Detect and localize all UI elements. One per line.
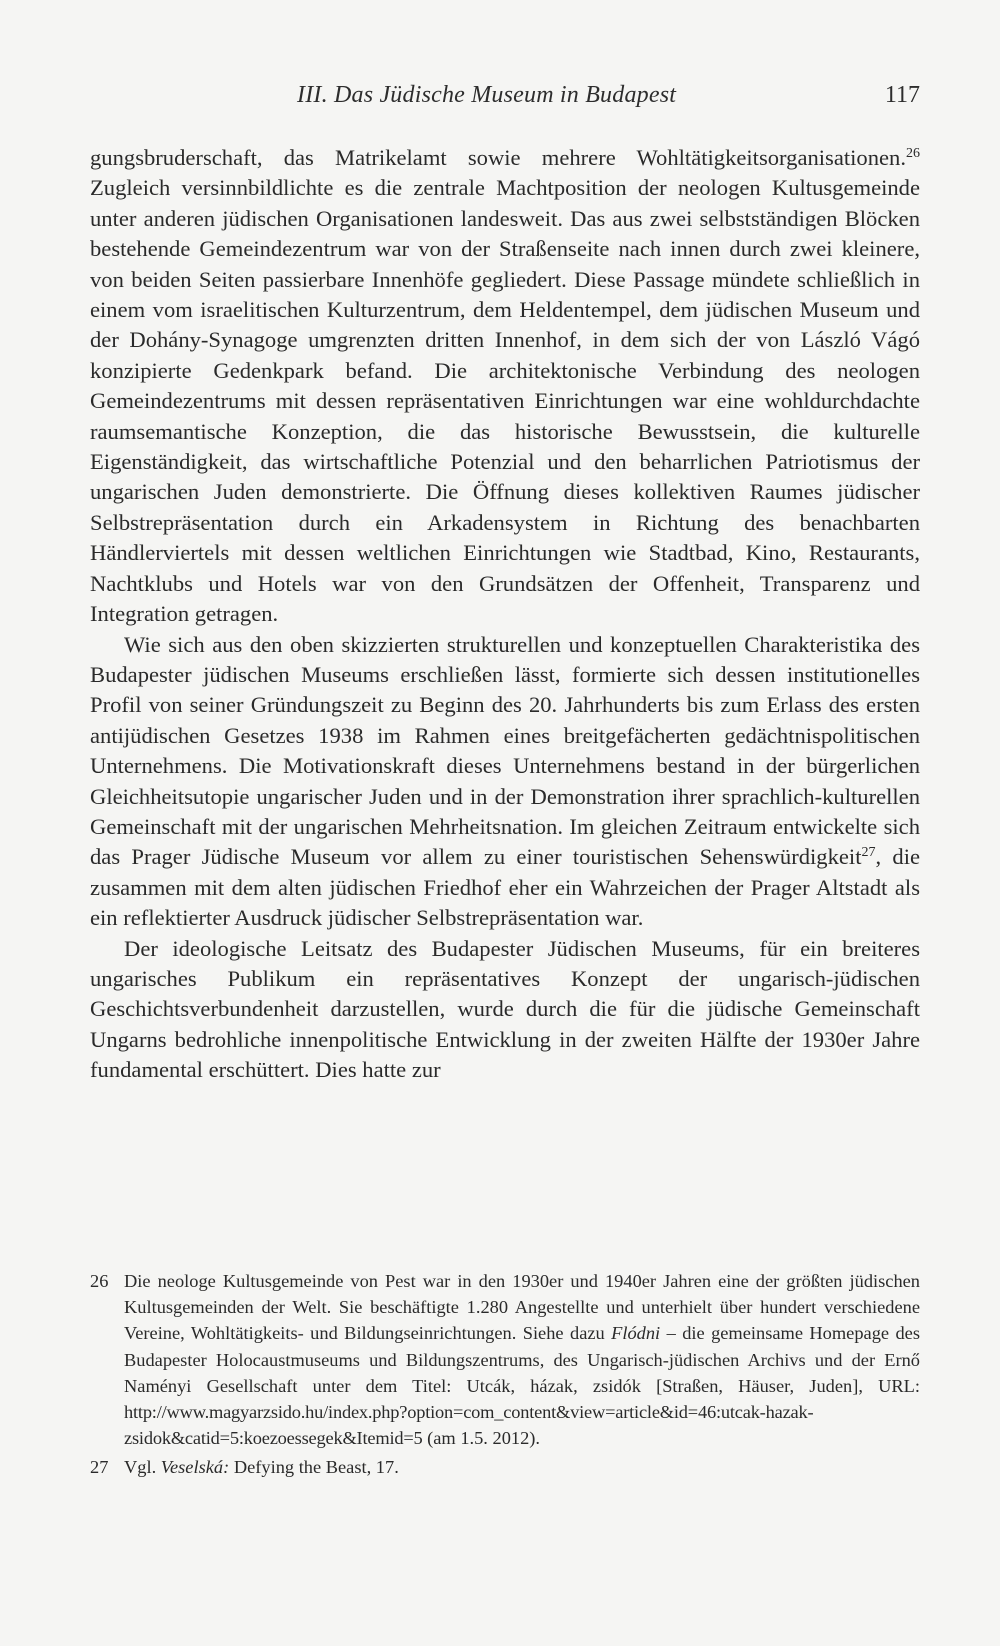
footnote-text: Defying the Beast, 17. — [229, 1457, 399, 1478]
footnote-text: (am 1.5. 2012). — [422, 1428, 541, 1449]
footnote-italic-author: Veselská: — [160, 1457, 230, 1478]
body-text — [90, 143, 920, 1086]
footnote-url[interactable]: http://www.magyarzsido.hu/index.php?option=com_content&view=article&id=46:utcak-hazak-zsidok&catid=5:koezoessegek&Itemid=5 — [124, 1402, 814, 1449]
footnote-27 — [90, 1454, 920, 1480]
footnote-number: 26 — [90, 1271, 109, 1291]
footnote-ref-27: 27 — [861, 845, 876, 861]
page-number: 117 — [884, 82, 920, 108]
footnotes — [90, 1268, 920, 1484]
paragraph-3: Der ideologische Leitsatz des Budapester Jüdischen Museums, für ein breiteres ungarisches Publikum ein repräsentatives Konzept der ungarisch-jüdischen Geschichtsverbundenheit darzustellen, wurde durch die für die jüdische Gemeinschaft Ungarns bedrohliche innenpolitische Entwicklung in der zweiten Hälfte der 1930er Jahre fundamental erschüttert. Dies hatte zur — [90, 935, 920, 1083]
running-head — [90, 82, 920, 122]
paragraph-2 — [90, 630, 920, 934]
footnote-text: Die neologe Kultusgemeinde von Pest war in den 1930er und 1940er Jahren eine der größten jüdischen Kultusgemeinden der Welt. Sie beschäftigte 1.280 Angestellte und unterhielt über hundert verschiedene Vereine, Wohltätigkeits- und Bildungseinrichtungen. Siehe dazu — [124, 1271, 920, 1344]
footnote-26 — [90, 1268, 920, 1451]
paragraph-1 — [90, 143, 920, 630]
footnote-ref-26: 26 — [906, 146, 920, 161]
paragraph-1-text-b: Zugleich versinnbildlichte es die zentrale Machtposition der neologen Kultusgemeinde unter anderen jüdischen Organisationen landesweit. Das aus zwei selbstständigen Blöcken bestehende Gemeindezentrum war von der Straßenseite nach innen durch zwei kleinere, von beiden Seiten passierbare Innenhöfe gegliedert. Diese Passage mündete schließlich in einem vom israelitischen Kulturzentrum, dem Heldentempel, dem jüdischen Museum und der Dohány-Synagoge umgrenzten dritten Innenhof, in dem sich der von László Vágó konzipierte Gedenkpark befand. Die architektonische Verbindung des neologen Gemeindezentrums mit dessen repräsentativen Einrichtungen war eine wohldurchdachte raumsemantische Konzeption, die das historische Bewusstsein, die kulturelle Eigenständigkeit, das wirtschaftliche Potenzial und den beharrlichen Patriotismus der ungarischen Juden demonstrierte. Die Öffnung dieses kollektiven Raumes jüdischer Selbstrepräsentation durch ein Arkadensystem in Richtung des benachbarten Händlerviertels mit dessen weltlichen Einrichtungen wie Stadtbad, Kino, Restaurants, Nachtklubs und Hotels war von den Grundsätzen der Offenheit, Transparenz und Integration getragen. — [90, 175, 920, 627]
paragraph-2-text-a: Wie sich aus den oben skizzierten strukturellen und konzeptuellen Charakteristika des Budapester jüdischen Museums erschließen lässt, formierte sich dessen institutionelles Profil von seiner Gründungszeit zu Beginn des 20. Jahrhunderts bis zum Erlass des ersten antijüdischen Gesetzes 1938 im Rahmen eines breitgefächerten gedächtnispolitischen Unternehmens. Die Motivationskraft dieses Unternehmens bestand in der bürgerlichen Gleichheitsutopie ungarischer Juden und in der Demonstration ihrer sprachlich-kulturellen Gemeinschaft mit der ungarischen Mehrheitsnation. Im gleichen Zeitraum entwickelte sich das Prager Jüdische Museum vor allem zu einer touristischen Sehenswürdigkeit — [90, 631, 920, 870]
footnote-number: 27 — [90, 1457, 109, 1478]
footnote-text: – die gemeinsame Homepage des Budapester Holocaustmuseums und Bildungszentrums, des Ungarisch-jüdischen Archivs und der Ernő Naményi Gesellschaft unter dem Titel: Utcák, házak, zsidók [Straßen, Häuser, Juden], URL: — [124, 1323, 920, 1396]
footnote-italic-title: Flódni — [611, 1323, 661, 1344]
paragraph-2-text-b: , die zusammen mit dem alten jüdischen Friedhof eher ein Wahrzeichen der Prager Altstadt als ein reflektierter Ausdruck jüdischer Selbstrepräsentation war. — [90, 844, 920, 931]
paragraph-1-text-a: gungsbruderschaft, das Matrikelamt sowie mehrere Wohltätigkeitsorganisationen. — [90, 145, 906, 170]
footnote-text: Vgl. — [124, 1457, 161, 1478]
chapter-title: III. Das Jüdische Museum in Budapest — [297, 82, 677, 108]
